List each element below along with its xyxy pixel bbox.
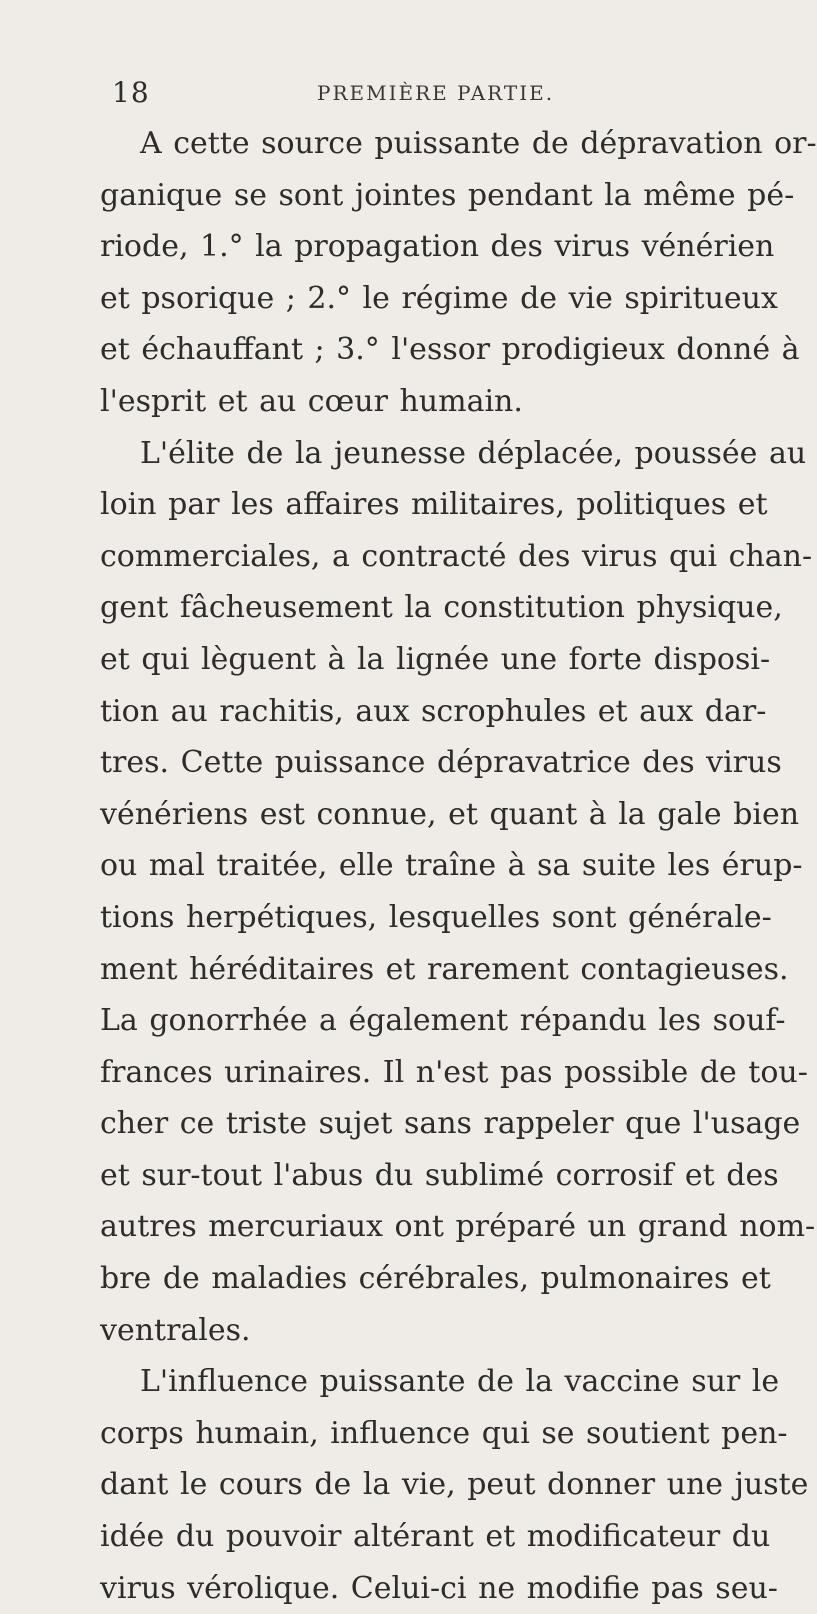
text-line: L'élite de la jeunesse déplacée, poussée au bbox=[140, 435, 807, 471]
text-line: idée du pouvoir altérant et modificateur du bbox=[100, 1519, 771, 1555]
text-line: dant le cours de la vie, peut donner une juste bbox=[100, 1467, 809, 1503]
text-line: l'esprit et au cœur humain. bbox=[100, 383, 523, 419]
text-line: tion au rachitis, aux scrophules et aux dar- bbox=[100, 693, 767, 729]
text-line: ventrales. bbox=[100, 1312, 251, 1348]
text-line: cher ce triste sujet sans rappeler que l'usage bbox=[100, 1106, 801, 1142]
text-line: tions herpétiques, lesquelles sont générale- bbox=[100, 899, 772, 935]
text-line: gent fâcheusement la constitution physique, bbox=[100, 590, 783, 626]
text-line: L'influence puissante de la vaccine sur le bbox=[140, 1364, 780, 1400]
text-line: tres. Cette puissance dépravatrice des virus bbox=[100, 745, 782, 781]
text-line: bre de maladies cérébrales, pulmonaires et bbox=[100, 1261, 771, 1297]
text-line: ou mal traitée, elle traîne à sa suite les érup- bbox=[100, 848, 803, 884]
text-line: vénériens est connue, et quant à la gale bien bbox=[100, 796, 800, 832]
text-line: commerciales, a contracté des virus qui chan- bbox=[100, 538, 813, 574]
text-line: riode, 1.° la propagation des virus vénérien bbox=[100, 229, 775, 265]
text-line: La gonorrhée a également répandu les souf- bbox=[100, 1003, 786, 1039]
text-line: A cette source puissante de dépravation or- bbox=[140, 126, 817, 161]
text-line: frances urinaires. Il n'est pas possible de tou- bbox=[100, 1054, 808, 1090]
page-header bbox=[112, 76, 732, 116]
text-line: ganique se sont jointes pendant la même pé- bbox=[100, 177, 795, 213]
text-line: loin par les affaires militaires, politiques et bbox=[100, 487, 768, 523]
text-line: et qui lèguent à la lignée une forte disposi- bbox=[100, 641, 771, 677]
page-number: 18 bbox=[112, 76, 150, 109]
text-line: ment héréditaires et rarement contagieuses. bbox=[100, 951, 789, 987]
text-line: et psorique ; 2.° le régime de vie spiritueux bbox=[100, 280, 778, 316]
running-title: PREMIÈRE PARTIE. bbox=[317, 81, 555, 105]
text-line: autres mercuriaux ont préparé un grand nom- bbox=[100, 1209, 816, 1245]
text-line: et sur-tout l'abus du sublimé corrosif et des bbox=[100, 1157, 779, 1193]
text-line: virus vérolique. Celui-ci ne modifie pas seu- bbox=[100, 1570, 778, 1606]
text-line: corps humain, influence qui se soutient pen- bbox=[100, 1415, 788, 1451]
body-text bbox=[100, 118, 817, 1614]
text-line: et échauffant ; 3.° l'essor prodigieux donné à bbox=[100, 332, 800, 368]
